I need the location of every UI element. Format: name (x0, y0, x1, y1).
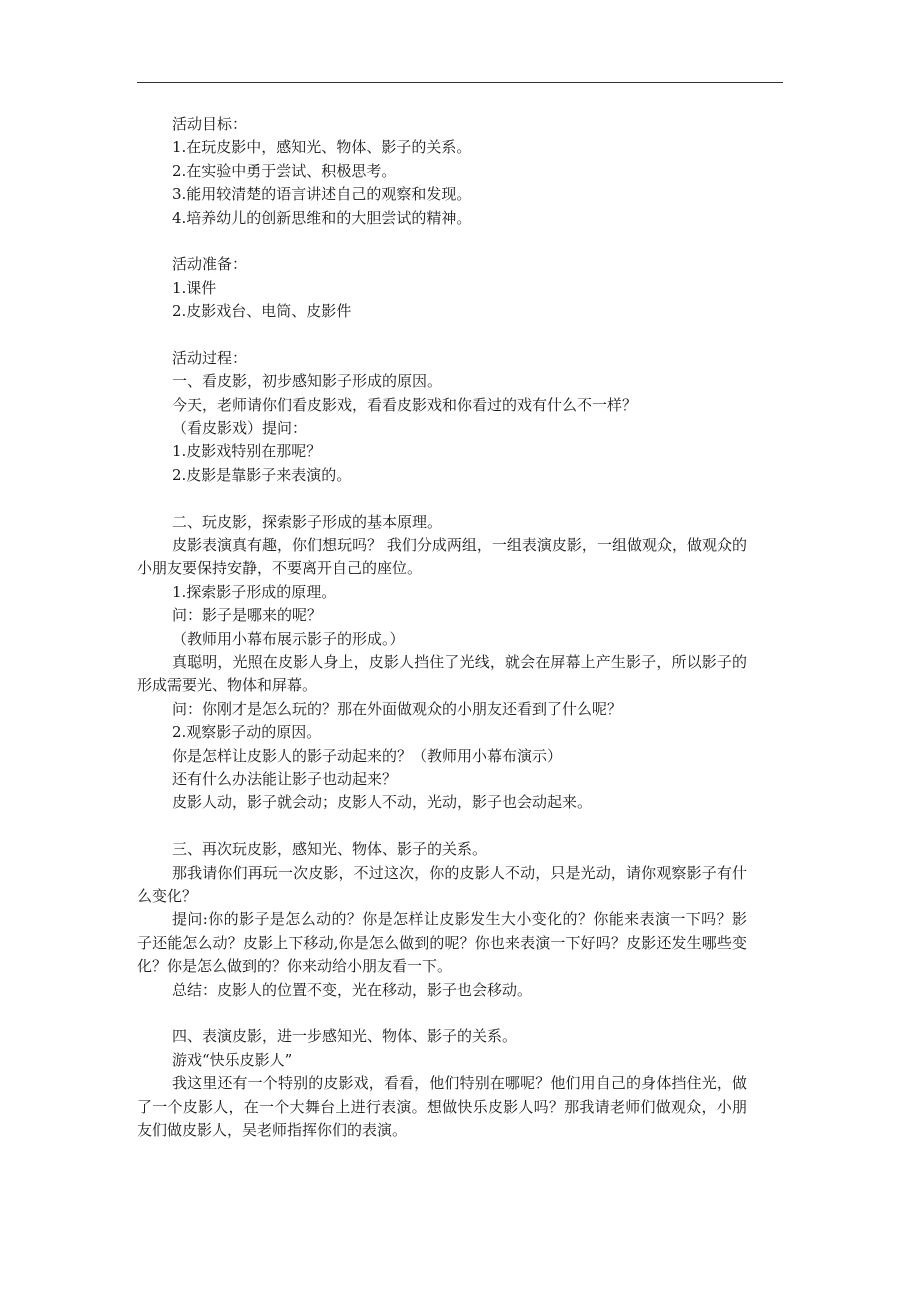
section-2-paragraph: 真聪明，光照在皮影人身上，皮影人挡住了光线，就会在屏幕上产生影子，所以影子的形成需要光、物体和屏幕。 (137, 653, 747, 695)
goal-item: 3.能用较清楚的语言讲述自己的观察和发现。 (172, 185, 472, 204)
spacer (172, 324, 790, 347)
section-2-line: 1.探索影子形成的原理。 (172, 582, 337, 601)
section-2-line: （教师用小幕布展示影子的形成。） (172, 629, 405, 648)
section-1-line: 今天，老师请你们看皮影戏，看看皮影戏和你看过的戏有什么不一样？ (172, 395, 638, 414)
section-2-line: 问：影子是哪来的呢？ (172, 606, 323, 625)
goal-item: 4.培养幼儿的创新思维和的大胆尝试的精神。 (172, 208, 472, 227)
prep-heading: 活动准备： (172, 255, 248, 274)
document-body (137, 113, 790, 1142)
goal-item: 2.在实验中勇于尝试、积极思考。 (172, 161, 397, 180)
goals-heading: 活动目标： (172, 115, 248, 133)
section-1-line: 1.皮影戏特别在那呢？ (172, 442, 322, 461)
section-2-paragraph: 皮影表演真有趣，你们想玩吗？ 我们分成两组，一组表演皮影，一组做观众，做观众的小朋友要保持安静，不要离开自己的座位。 (137, 536, 747, 578)
section-4-title: 四、表演皮影，进一步感知光、物体、影子的关系。 (172, 1027, 518, 1046)
section-2-line: 2.观察影子动的原因。 (172, 723, 322, 742)
spacer (172, 230, 790, 253)
header-rule (137, 82, 783, 83)
section-1-line: 2.皮影是靠影子来表演的。 (172, 465, 352, 484)
section-4-line: 游戏“快乐皮影人” (172, 1050, 293, 1069)
process-heading: 活动过程： (172, 348, 248, 367)
goal-item: 1.在玩皮影中，感知光、物体、影子的关系。 (172, 138, 472, 157)
section-3-title: 三、再次玩皮影，感知光、物体、影子的关系。 (172, 840, 488, 859)
section-3-paragraph: 提问:你的影子是怎么动的？你是怎样让皮影发生大小变化的？你能来表演一下吗？影子还能怎么动？皮影上下移动,你是怎么做到的呢？你也来表演一下好吗？皮影还发生哪些变化？你是怎么做到的？你来动给小朋友看一下。 (137, 910, 747, 976)
prep-item: 1.课件 (172, 278, 217, 297)
section-3-paragraph: 那我请你们再玩一次皮影，不过这次，你的皮影人不动，只是光动，请你观察影子有什么变化？ (137, 863, 747, 905)
section-2-line: 问：你刚才是怎么玩的？那在外面做观众的小朋友还看到了什么呢？ (172, 699, 623, 718)
section-2-title: 二、玩皮影，探索影子形成的基本原理。 (172, 512, 443, 531)
section-2-line: 你是怎样让皮影人的影子动起来的？（教师用小幕布演示） (172, 746, 563, 765)
spacer (172, 487, 790, 510)
section-1-title: 一、看皮影，初步感知影子形成的原因。 (172, 372, 443, 391)
section-4-paragraph: 我这里还有一个特别的皮影戏，看看，他们特别在哪呢？他们用自己的身体挡住光，做了一个皮影人，在一个大舞台上进行表演。想做快乐皮影人吗？那我请老师们做观众，小朋友们做皮影人，吴老师指挥你们的表演。 (137, 1074, 747, 1139)
spacer (172, 815, 790, 838)
section-3-line: 总结：皮影人的位置不变，光在移动，影子也会移动。 (172, 980, 533, 999)
section-2-line: 还有什么办法能让影子也动起来？ (172, 770, 398, 788)
section-2-line: 皮影人动，影子就会动；皮影人不动，光动，影子也会动起来。 (172, 793, 593, 812)
spacer (172, 1002, 790, 1025)
section-1-line: （看皮影戏）提问： (172, 419, 308, 438)
prep-item: 2.皮影戏台、电筒、皮影件 (172, 302, 352, 321)
